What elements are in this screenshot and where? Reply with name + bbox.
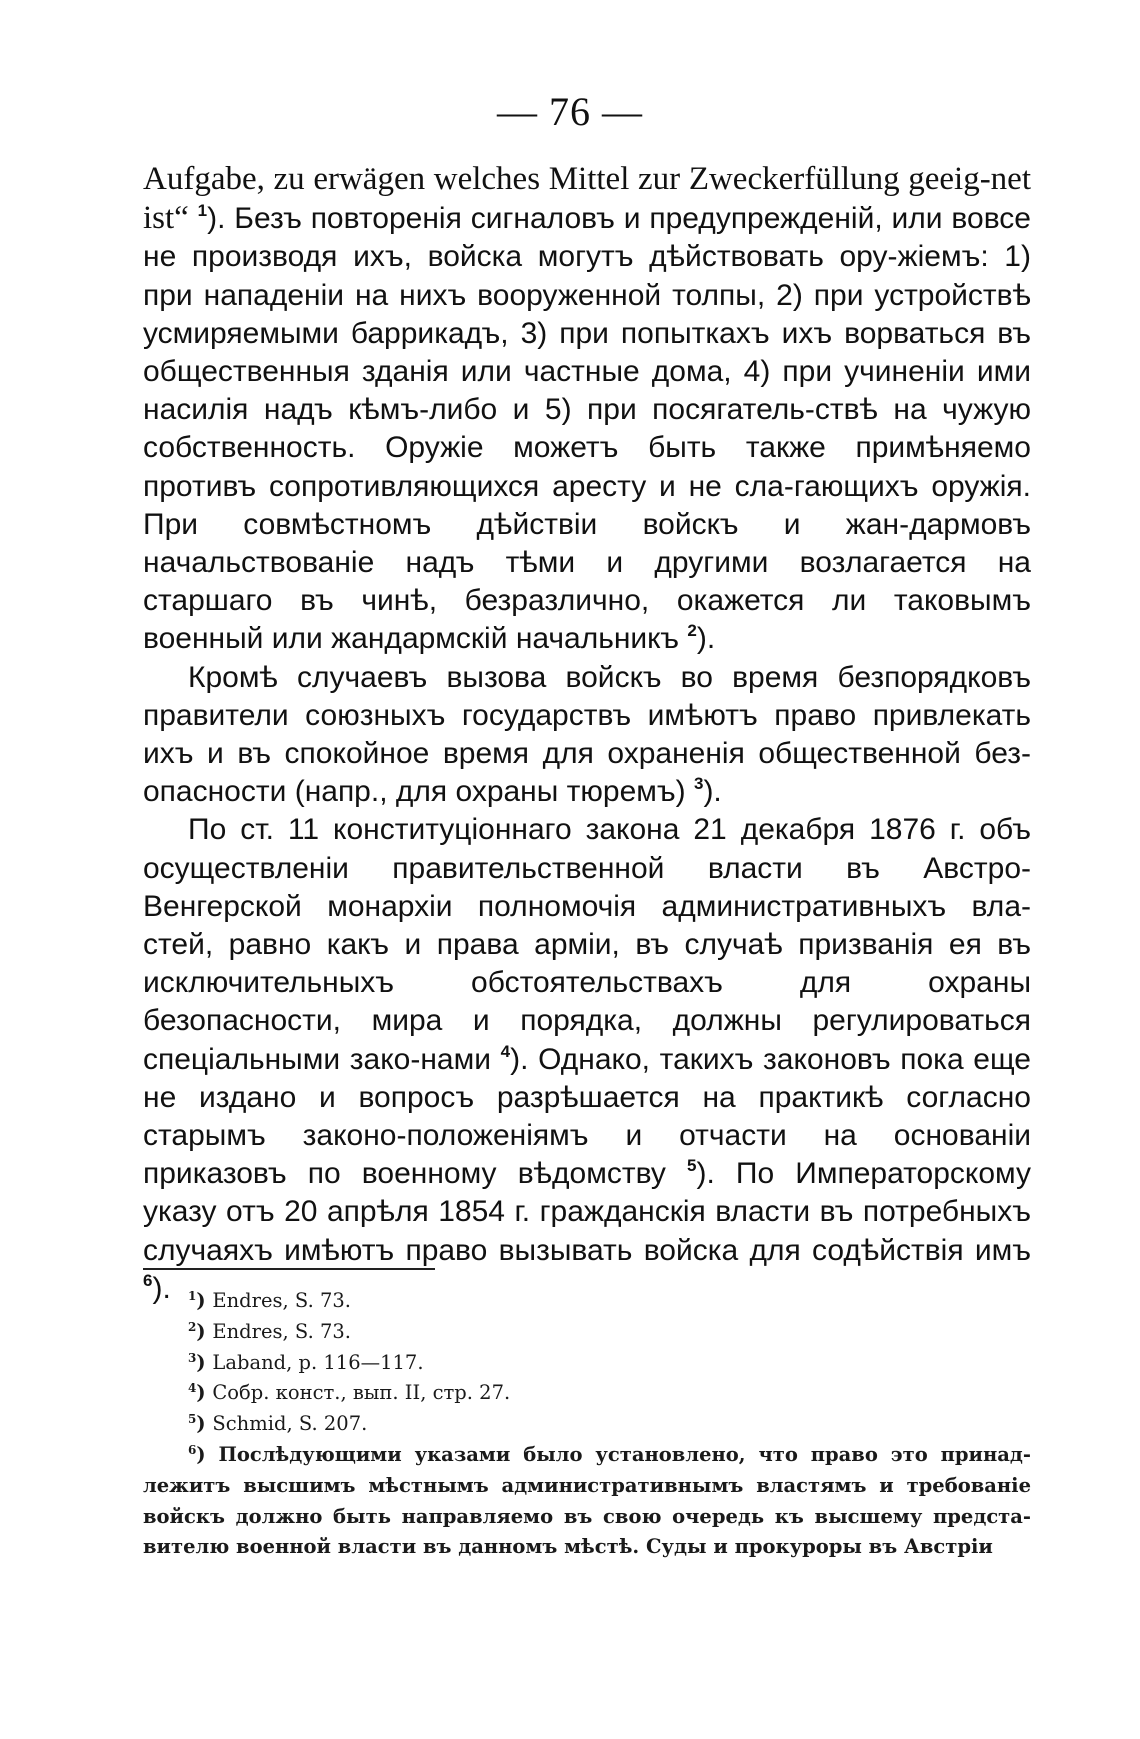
footnotes	[143, 1286, 1031, 1563]
footnote-number: 2	[188, 1319, 197, 1334]
footnote-text: Schmid, S. 207.	[212, 1412, 368, 1436]
text-run: ).	[696, 622, 716, 656]
footnote-text: Endres, S. 73.	[212, 1319, 352, 1343]
footnote-1: $^1$) Endres, S. 73.	[188, 1289, 352, 1312]
footnote-5: $^5$) Schmid, S. 207.	[188, 1412, 368, 1436]
text-run: ).	[152, 1271, 171, 1305]
footnote-4: $^4$) Собр. конст., вып. II, стр. 27.	[188, 1381, 511, 1405]
footnote-2: $^2$) Endres, S. 73.	[188, 1319, 352, 1343]
footnote-text: Laband, p. 116—117.	[212, 1350, 424, 1374]
text-run: Кромѣ случаевъ вызова войскъ во время безпорядковъ правители союзныхъ государствъ имѣютъ право привлекать ихъ и въ спокойное время для охраненія общественной без-опасности (напр., для охраны тюремъ)	[143, 660, 1031, 809]
footnote-number: 1	[188, 1289, 197, 1303]
footnote-text: Собр. конст., вып. II, стр. 27.	[212, 1381, 511, 1405]
text-run: ). По Императорскому указу отъ 20 апрѣля 1854 г. гражданскія власти въ потребныхъ случаяхъ имѣютъ право вызывать войска для содѣйствія имъ	[143, 1157, 1031, 1267]
paragraph-1	[143, 160, 1031, 659]
footnote-marker-5: 5	[686, 1156, 697, 1176]
footnote-number: 5	[188, 1412, 197, 1427]
paragraph-3	[143, 811, 1031, 1308]
footnote-marker-4: 4	[500, 1041, 511, 1061]
footnote-text: Послѣдующими указами было установлено, что право это принад-лежитъ высшимъ мѣстнымъ административнымъ властямъ и требованіе войскъ должно быть направляемо въ свою очередь къ высшему предста-вителю военной власти въ данномъ мѣстѣ. Суды и прокуроры въ Австріи	[143, 1442, 1031, 1559]
footnote-marker-6: 6	[143, 1270, 153, 1290]
text-run: Aufgabe, zu erwägen welches Mittel zur Zweckerfüllung geeig-net ist“	[143, 161, 1031, 237]
footnote-number: 6	[188, 1442, 197, 1457]
footnote-3: $^3$) Laband, p. 116—117.	[188, 1350, 424, 1374]
page-number: — 76 —	[497, 89, 643, 134]
text-run: ). Безъ повторенія сигналовъ и предупрежденій, или вовсе не производя ихъ, войска могутъ дѣйствовать ору-жіемъ: 1) при нападеніи на нихъ вооруженной толпы, 2) при устройствѣ усмиряемыми баррикадъ, 3) при попыткахъ ихъ ворваться въ общественныя зданія или частные дома, 4) при учиненіи ими насилія надъ кѣмъ-либо и 5) при посягатель-ствѣ на чужую собственность. Оружіе можетъ быть также примѣняемо противъ сопротивляющихся аресту и не сла-гающихъ оружія. При совмѣстномъ дѣйствіи войскъ и жан-дармовъ начальствованіе надъ тѣми и другими возлагается на старшаго въ чинѣ, безразлично, окажется ли таковымъ военный или жандармскій начальникъ	[143, 202, 1031, 656]
footnote-marker-3: 3	[693, 774, 704, 794]
text-run: ). Однако, такихъ законовъ пока еще не издано и вопросъ разрѣшается на практикѣ согласно старымъ законо-положеніямъ и отчасти на основаніи приказовъ по военному вѣдомству	[143, 1042, 1031, 1191]
footnote-text: Endres, S. 73.	[212, 1289, 352, 1312]
main-text	[143, 160, 1031, 1308]
paragraph-2	[143, 659, 1031, 812]
footnote-number: 3	[188, 1350, 197, 1365]
footnote-marker-1: 1	[197, 201, 208, 221]
footnote-separator	[143, 1268, 435, 1270]
footnote-marker-2: 2	[687, 621, 697, 641]
footnote-6: $^6$) Послѣдующими указами было установлено, что право это принад-лежитъ высшимъ мѣстнымъ административнымъ властямъ и требованіе войскъ должно быть направляемо въ свою очередь къ высшему предста-вителю военной власти въ данномъ мѣстѣ. Суды и прокуроры въ Австріи	[143, 1442, 1031, 1559]
text-run: ).	[703, 775, 722, 809]
text-run: По ст. 11 конституціоннаго закона 21 декабря 1876 г. объ осуществленіи правительственной власти въ Австро-Венгерской монархіи полномочія административныхъ вла-стей, равно какъ и права арміи, въ случаѣ призванія ея въ исключительныхъ обстоятельствахъ для охраны безопасности, мира и порядка, должны регулироваться спеціальными зако-нами	[143, 813, 1031, 1076]
footnote-number: 4	[188, 1381, 197, 1396]
